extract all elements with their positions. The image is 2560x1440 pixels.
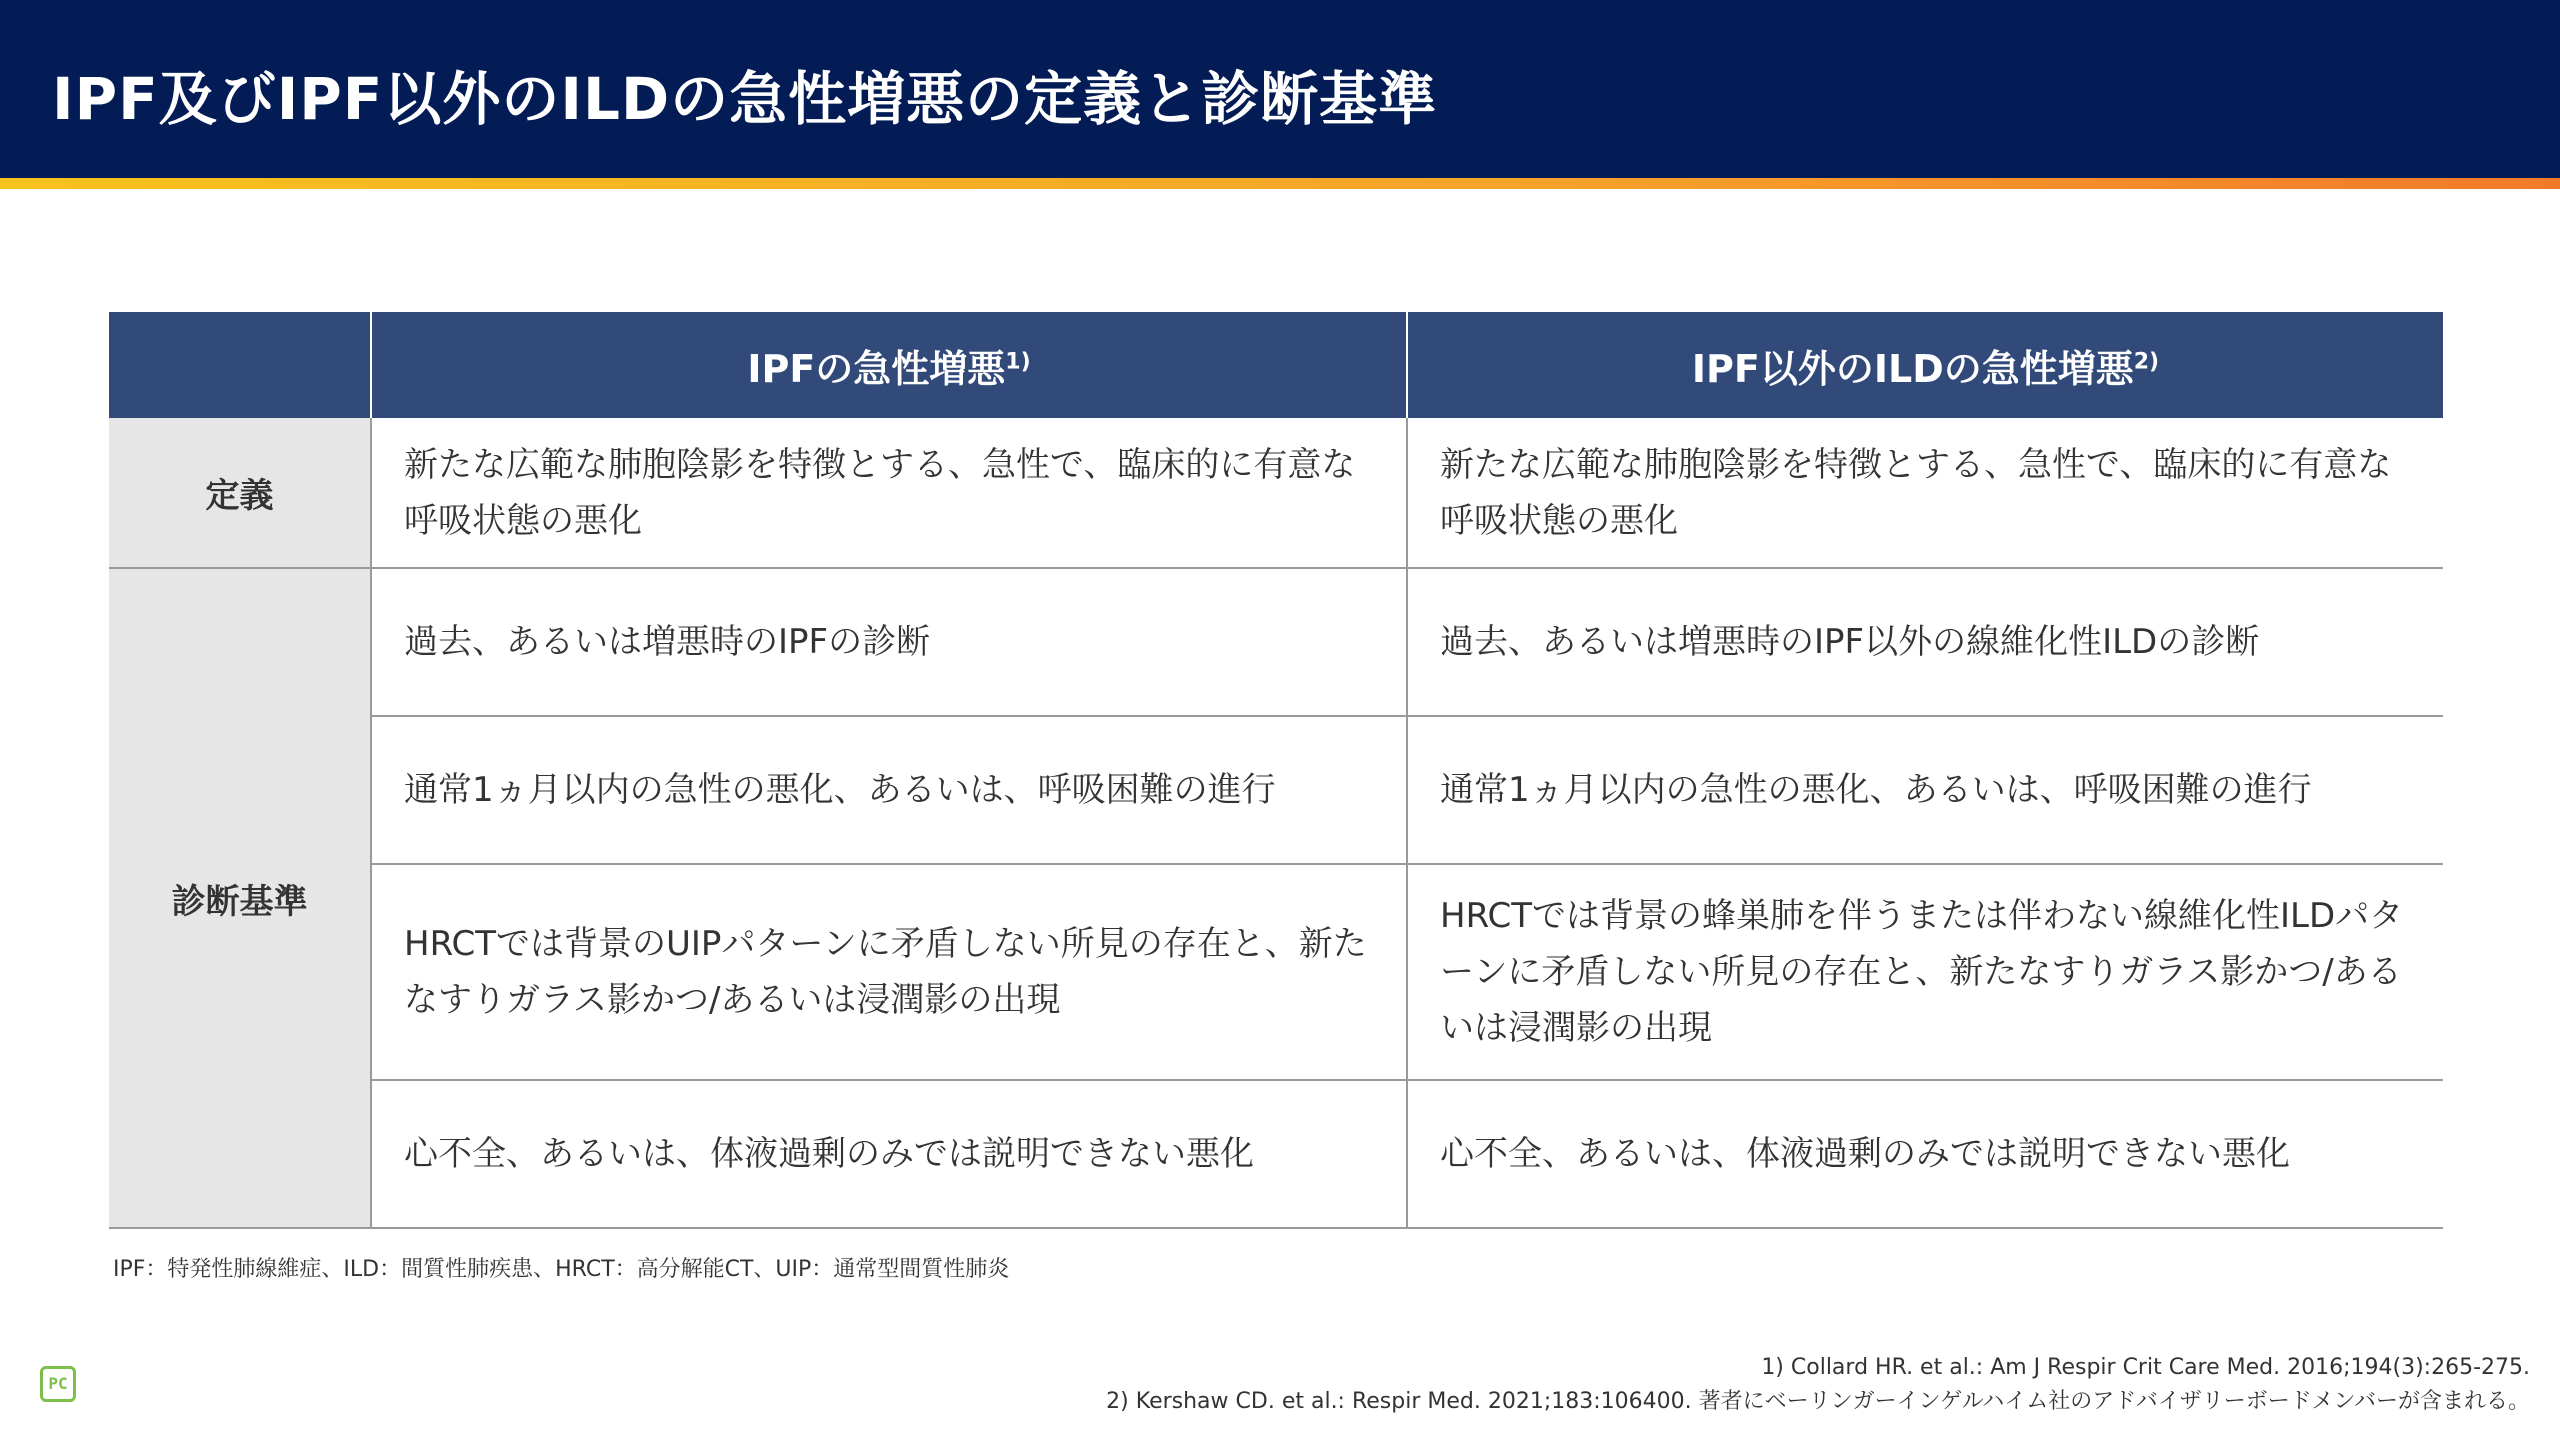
cell-definition-ipf: 新たな広範な肺胞陰影を特徴とする、急性で、臨床的に有意な呼吸状態の悪化 <box>371 418 1407 568</box>
column-header-non-ipf <box>1407 312 2443 418</box>
cell-criteria-ipf: 過去、あるいは増悪時のIPFの診断 <box>371 568 1407 716</box>
logo-icon: PC <box>40 1366 76 1402</box>
comparison-table <box>109 312 2443 1229</box>
header-bar <box>0 0 2560 178</box>
references <box>1106 1351 2530 1419</box>
table-row-criteria-4 <box>109 1080 2443 1228</box>
cell-criteria-non-ipf: HRCTでは背景の蜂巣肺を伴うまたは伴わない線維化性ILDパターンに矛盾しない所見の存在と、新たなすりガラス影かつ/あるいは浸潤影の出現 <box>1407 864 2443 1080</box>
column-header-ref: 2) <box>2133 348 2160 374</box>
abbreviation-footnote: IPF：特発性肺線維症、ILD：間質性肺疾患、HRCT：高分解能CT、UIP：通常型間質性肺炎 <box>113 1257 1010 1282</box>
cell-criteria-non-ipf: 通常1ヵ月以内の急性の悪化、あるいは、呼吸困難の進行 <box>1407 716 2443 864</box>
cell-criteria-ipf: 通常1ヵ月以内の急性の悪化、あるいは、呼吸困難の進行 <box>371 716 1407 864</box>
cell-criteria-non-ipf: 心不全、あるいは、体液過剰のみでは説明できない悪化 <box>1407 1080 2443 1228</box>
reference-item: 2) Kershaw CD. et al.: Respir Med. 2021;183:106400. 著者にベーリンガーインゲルハイム社のアドバイザリーボードメンバーが含まれる。 <box>1106 1389 2530 1414</box>
reference-item: 1) Collard HR. et al.: Am J Respir Crit Care Med. 2016;194(3):265-275. <box>1761 1355 2530 1380</box>
cell-definition-non-ipf: 新たな広範な肺胞陰影を特徴とする、急性で、臨床的に有意な呼吸状態の悪化 <box>1407 418 2443 568</box>
table-row-criteria-2 <box>109 716 2443 864</box>
table-row-definition <box>109 418 2443 568</box>
row-label-definition: 定義 <box>109 418 371 568</box>
column-header-label: IPF以外のILDの急性増悪 <box>1691 346 2134 391</box>
table-row-criteria-3 <box>109 864 2443 1080</box>
page-title: IPF及びIPF以外のILDの急性増悪の定義と診断基準 <box>52 65 1438 133</box>
table-row-criteria-1 <box>109 568 2443 716</box>
table-header-row <box>109 312 2443 418</box>
column-header-ref: 1) <box>1005 348 1031 374</box>
column-header-label: IPFの急性増悪 <box>747 346 1006 391</box>
row-label-criteria: 診断基準 <box>109 568 371 1228</box>
cell-criteria-non-ipf: 過去、あるいは増悪時のIPF以外の線維化性ILDの診断 <box>1407 568 2443 716</box>
accent-divider <box>0 178 2560 189</box>
column-header-ipf <box>371 312 1407 418</box>
cell-criteria-ipf: HRCTでは背景のUIPパターンに矛盾しない所見の存在と、新たなすりガラス影かつ/あるいは浸潤影の出現 <box>371 864 1407 1080</box>
cell-criteria-ipf: 心不全、あるいは、体液過剰のみでは説明できない悪化 <box>371 1080 1407 1228</box>
table-corner-cell <box>109 312 371 418</box>
